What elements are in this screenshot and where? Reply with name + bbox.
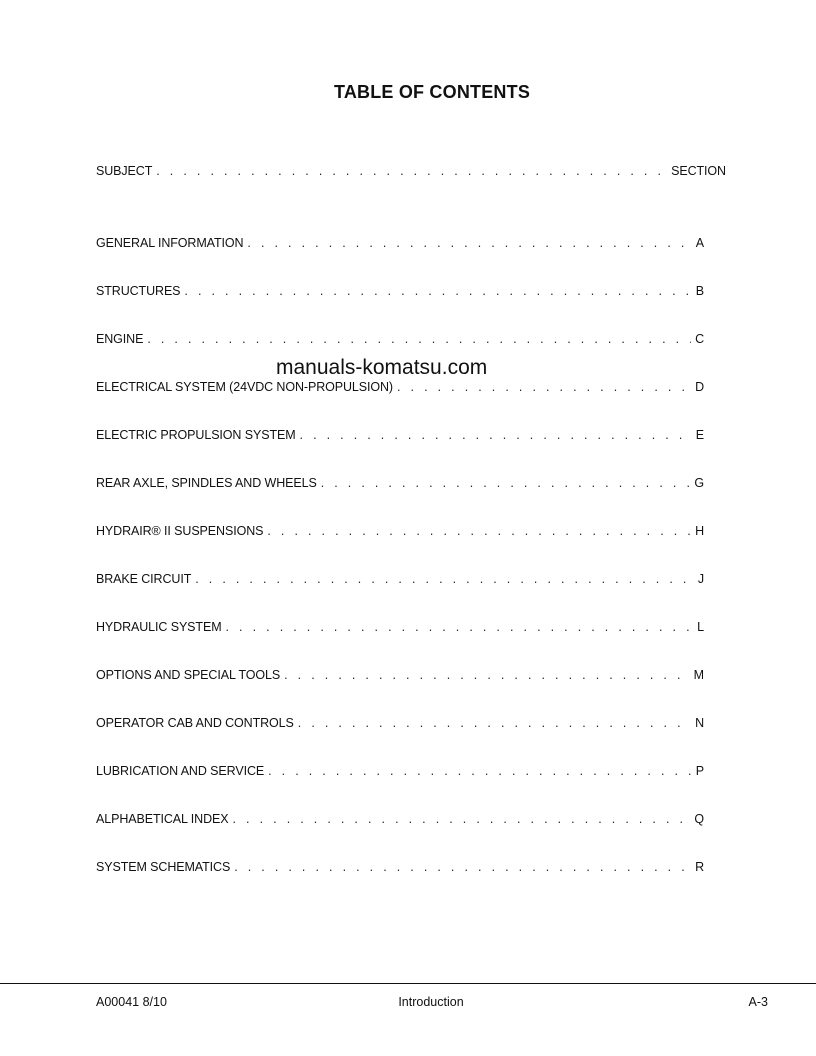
footer-chapter: Introduction	[398, 995, 464, 1009]
dot-leader	[226, 620, 694, 634]
toc-entry-section: Q	[694, 812, 704, 826]
toc-entry-section: G	[694, 476, 704, 490]
toc-entry-alphabetical-index[interactable]	[96, 810, 704, 828]
toc-entry-subject: ELECTRIC PROPULSION SYSTEM	[96, 428, 296, 442]
toc-entry-subject: ALPHABETICAL INDEX	[96, 812, 229, 826]
dot-leader	[156, 164, 667, 178]
toc-entry-rear-axle[interactable]	[96, 474, 704, 492]
dot-leader	[267, 524, 691, 538]
toc-entry-section: L	[697, 620, 704, 634]
toc-entry-general-information[interactable]	[96, 234, 704, 252]
toc-entry-subject: OPERATOR CAB AND CONTROLS	[96, 716, 294, 730]
toc-entry-section: D	[695, 380, 704, 394]
toc-entry-subject: SYSTEM SCHEMATICS	[96, 860, 231, 874]
toc-entry-section: M	[693, 668, 704, 682]
toc-entry-subject: LUBRICATION AND SERVICE	[96, 764, 265, 778]
toc-header-section: SECTION	[671, 164, 726, 178]
toc-entry-electric-propulsion-system[interactable]	[96, 426, 704, 444]
dot-leader	[247, 236, 691, 250]
toc-entry-brake-circuit[interactable]	[96, 570, 704, 588]
dot-leader	[397, 380, 691, 394]
toc-entry-section: R	[695, 860, 704, 874]
toc-entry-subject: ELECTRICAL SYSTEM (24VDC NON-PROPULSION)	[96, 380, 393, 394]
watermark-text: manuals-komatsu.com	[276, 356, 488, 379]
toc-header-row	[96, 162, 726, 180]
dot-leader	[234, 860, 691, 874]
toc-entry-system-schematics[interactable]	[96, 858, 704, 876]
dot-leader	[298, 716, 691, 730]
toc-entry-section: N	[695, 716, 704, 730]
toc-entry-section: A	[695, 236, 704, 250]
footer-page-number: A-3	[748, 995, 768, 1009]
toc-header-subject: SUBJECT	[96, 164, 153, 178]
toc-entry-engine[interactable]	[96, 330, 704, 348]
toc-entry-section: C	[695, 332, 704, 346]
toc-entry-section: J	[697, 572, 704, 586]
dot-leader	[147, 332, 691, 346]
dot-leader	[195, 572, 694, 586]
toc-entry-lubrication-service[interactable]	[96, 762, 704, 780]
page-title: TABLE OF CONTENTS	[333, 82, 531, 102]
toc-entry-electrical-system[interactable]	[96, 378, 704, 396]
toc-entry-structures[interactable]	[96, 282, 704, 300]
toc-entry-operator-cab-controls[interactable]	[96, 714, 704, 732]
footer-divider	[0, 983, 816, 984]
toc-entry-subject: REAR AXLE, SPINDLES AND WHEELS	[96, 476, 317, 490]
toc-entry-section: E	[695, 428, 704, 442]
dot-leader	[184, 284, 691, 298]
toc-entry-subject: HYDRAULIC SYSTEM	[96, 620, 222, 634]
toc-entry-subject: STRUCTURES	[96, 284, 181, 298]
toc-entry-hydrair-suspensions[interactable]	[96, 522, 704, 540]
toc-entry-subject: ENGINE	[96, 332, 144, 346]
toc-entry-subject: HYDRAIR® II SUSPENSIONS	[96, 524, 264, 538]
dot-leader	[233, 812, 691, 826]
toc-entry-section: B	[695, 284, 704, 298]
toc-entry-section: P	[695, 764, 704, 778]
toc-entry-hydraulic-system[interactable]	[96, 618, 704, 636]
toc-entry-subject: OPTIONS AND SPECIAL TOOLS	[96, 668, 281, 682]
toc-entry-options-special-tools[interactable]	[96, 666, 704, 684]
toc-entry-subject: BRAKE CIRCUIT	[96, 572, 192, 586]
dot-leader	[300, 428, 692, 442]
footer-doc-id: A00041 8/10	[96, 995, 167, 1009]
toc-entry-section: H	[695, 524, 704, 538]
dot-leader	[268, 764, 692, 778]
dot-leader	[321, 476, 691, 490]
toc-entry-subject: GENERAL INFORMATION	[96, 236, 244, 250]
dot-leader	[284, 668, 690, 682]
